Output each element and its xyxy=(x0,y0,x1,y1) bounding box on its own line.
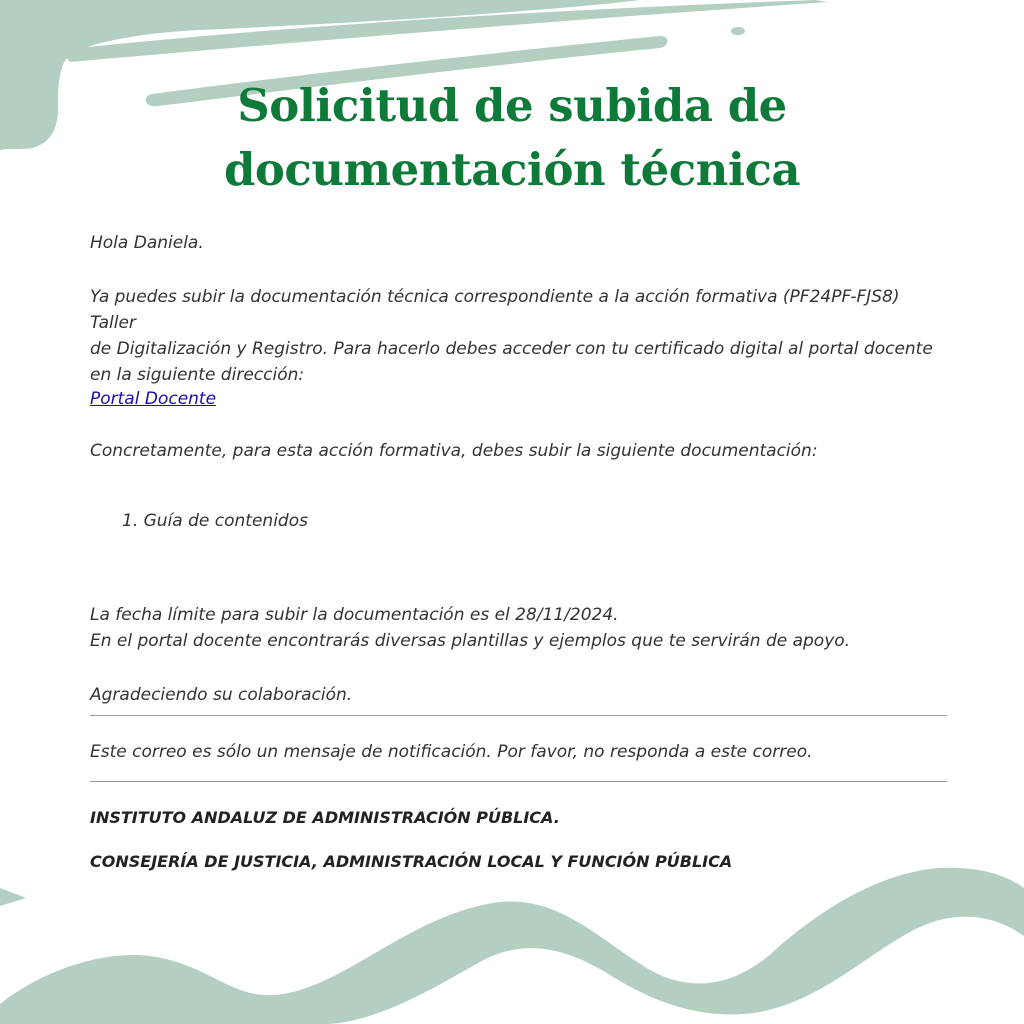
portal-link-paragraph xyxy=(90,386,948,412)
intro-line-3: en la siguiente dirección: xyxy=(90,365,305,385)
intro-line-1: Ya puedes subir la documentación técnica correspondiente a la acción formativa (PF24PF-FJS8) Taller xyxy=(90,287,900,333)
title-line-1: Solicitud de subida de xyxy=(237,79,787,132)
documents-list xyxy=(90,508,308,534)
deadline-paragraph xyxy=(90,602,948,654)
signature-department: CONSEJERÍA DE JUSTICIA, ADMINISTRACIÓN LOCAL Y FUNCIÓN PÚBLICA xyxy=(90,852,733,871)
docs-intro: Concretamente, para esta acción formativa, debes subir la siguiente documentación: xyxy=(90,441,818,461)
intro-paragraph xyxy=(90,284,948,388)
title-line-2: documentación técnica xyxy=(223,143,801,196)
deadline-line-2: En el portal docente encontrarás diversas plantillas y ejemplos que te servirán de apoyo. xyxy=(90,631,851,651)
intro-line-2: de Digitalización y Registro. Para hacerlo debes acceder con tu certificado digital al portal docente xyxy=(90,339,933,359)
deadline-line-1: La fecha límite para subir la documentación es el 28/11/2024. xyxy=(90,605,619,625)
bottom-left-wedge xyxy=(0,888,26,906)
page-title xyxy=(0,74,1024,202)
signature-institute: INSTITUTO ANDALUZ DE ADMINISTRACIÓN PÚBLICA. xyxy=(90,808,560,827)
divider-top xyxy=(90,715,947,716)
top-dot xyxy=(731,27,745,35)
divider-bottom xyxy=(90,781,947,782)
portal-docente-link[interactable]: Portal Docente xyxy=(90,389,217,409)
notice-text: Este correo es sólo un mensaje de notificación. Por favor, no responda a este correo. xyxy=(90,742,813,762)
list-item: 1. Guía de contenidos xyxy=(122,511,308,531)
greeting: Hola Daniela. xyxy=(90,233,204,253)
thanks-text: Agradeciendo su colaboración. xyxy=(90,685,353,705)
